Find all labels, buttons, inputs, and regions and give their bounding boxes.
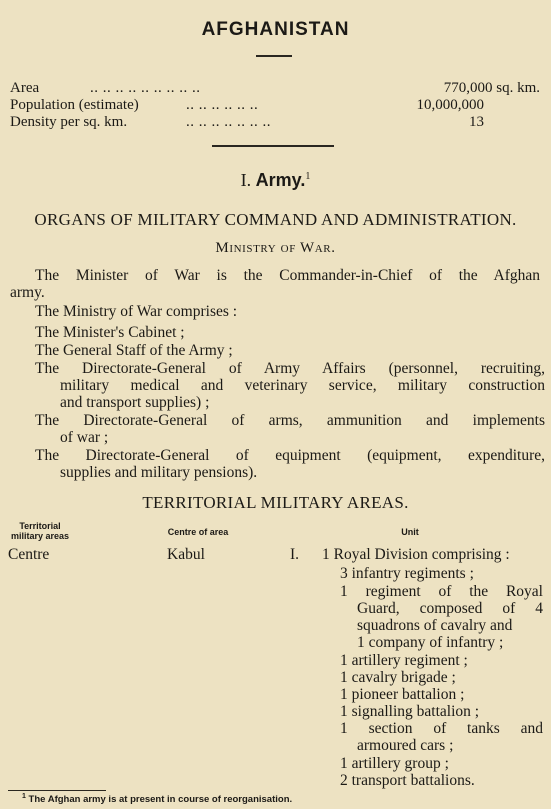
unit-line: 1 company of infantry ;	[357, 634, 504, 651]
unit-line: 2 transport battalions.	[340, 772, 475, 789]
section-number: I.	[240, 170, 252, 190]
leader-dots: .. .. .. .. .. .. ..	[186, 114, 271, 130]
list-item: The Directorate-General of Army Affairs (personnel, recruiting,	[35, 360, 545, 377]
list-item: The General Staff of the Army ;	[35, 342, 233, 359]
section-title: Army.	[255, 170, 306, 190]
table-cell-area: Centre	[8, 546, 50, 563]
column-header-areas	[8, 521, 72, 541]
list-item-continuation: military medical and veterinary service, military construction	[60, 377, 545, 394]
unit-line: Guard, composed of 4	[357, 600, 543, 617]
stat-label: Density per sq. km.	[10, 114, 128, 130]
column-header-centre: Centre of area	[167, 527, 229, 537]
unit-line: squadrons of cavalry and	[357, 617, 513, 634]
stat-value: 10,000,000	[416, 97, 484, 113]
unit-line: 1 artillery group ;	[340, 755, 449, 772]
country-title: AFGHANISTAN	[201, 19, 350, 40]
list-item: The Directorate-General of equipment (equipment, expenditure,	[35, 447, 545, 464]
paragraph-line: army.	[10, 284, 45, 301]
list-item: The Directorate-General of arms, ammunition and implements	[35, 412, 545, 429]
unit-line: 3 infantry regiments ;	[340, 565, 474, 582]
footnote-rule	[8, 790, 106, 791]
comprises-line: The Ministry of War comprises :	[35, 303, 238, 320]
title-rule	[256, 55, 292, 57]
unit-line: 1 pioneer battalion ;	[340, 686, 465, 703]
unit-line: 1 section of tanks and	[340, 720, 543, 737]
stat-label: Population (estimate)	[10, 97, 139, 113]
leader-dots: .. .. .. .. .. ..	[186, 97, 259, 113]
unit-line: 1 Royal Division comprising :	[322, 546, 510, 563]
list-item-continuation: supplies and military pensions).	[60, 464, 258, 481]
table-cell-centre: Kabul	[167, 546, 205, 563]
footnote	[22, 793, 292, 805]
paragraph-line: The Minister of War is the Commander-in-Chief of the Afghan	[35, 267, 540, 284]
column-header-unit: Unit	[401, 527, 419, 537]
unit-line: 1 cavalry brigade ;	[340, 669, 456, 686]
unit-line: armoured cars ;	[357, 737, 454, 754]
stat-row-area	[10, 80, 540, 98]
footnote-mark: 1	[305, 171, 311, 182]
stats-rule	[212, 145, 334, 147]
stat-label: Area	[10, 80, 40, 96]
section-heading	[0, 170, 551, 191]
table-cell-numeral: I.	[290, 546, 300, 563]
list-item: The Minister's Cabinet ;	[35, 324, 185, 341]
stat-row-population	[10, 97, 540, 115]
stat-value: 13	[469, 114, 484, 130]
footnote-text: The Afghan army is at present in course of reorganisation.	[28, 794, 293, 806]
stat-value: 770,000 sq. km.	[443, 80, 540, 96]
unit-line: 1 artillery regiment ;	[340, 652, 468, 669]
footnote-mark: 1	[22, 793, 26, 800]
ministry-heading: Ministry of War.	[215, 240, 336, 256]
list-item-continuation: and transport supplies) ;	[60, 394, 210, 411]
column-header-line: military areas	[10, 531, 70, 541]
list-item-continuation: of war ;	[60, 429, 109, 446]
organs-heading: ORGANS OF MILITARY COMMAND AND ADMINISTRATION.	[34, 210, 517, 229]
stat-row-density	[10, 114, 540, 132]
unit-line: 1 regiment of the Royal	[340, 583, 543, 600]
leader-dots: .. .. .. .. .. .. .. .. ..	[90, 80, 201, 96]
unit-line: 1 signalling battalion ;	[340, 703, 480, 720]
territorial-heading: TERRITORIAL MILITARY AREAS.	[142, 493, 409, 512]
column-header-line: Territorial	[19, 521, 61, 531]
